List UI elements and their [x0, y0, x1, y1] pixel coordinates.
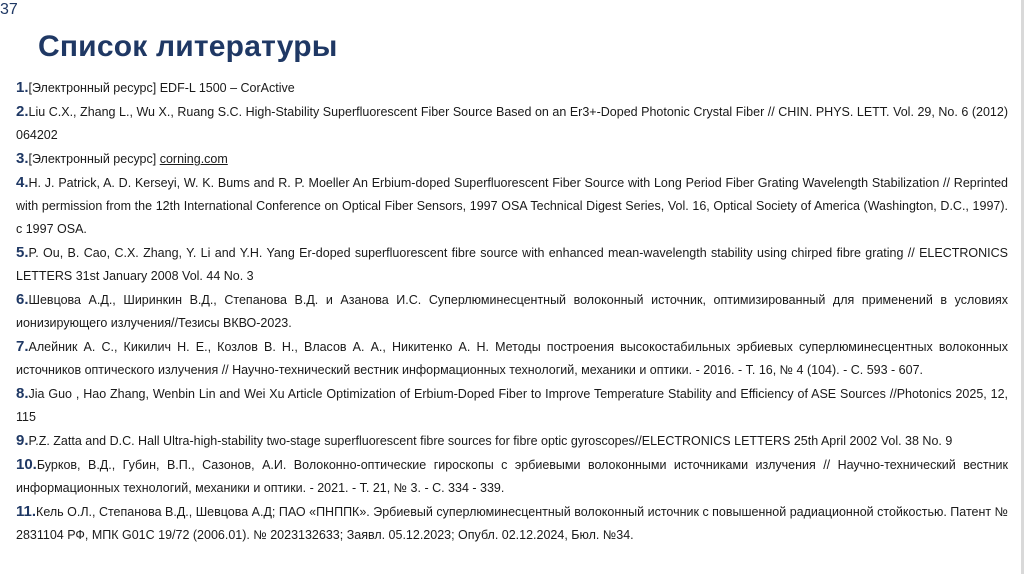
reference-text: [Электронный ресурс] — [28, 152, 160, 166]
slide-number: 37 — [0, 1, 18, 18]
reference-number: 1. — [16, 79, 29, 96]
reference-item-3 — [16, 147, 1008, 171]
reference-item-5 — [16, 241, 1008, 288]
reference-number: 9. — [16, 432, 29, 449]
reference-text: [Электронный ресурс] EDF-L 1500 – CorActive — [28, 81, 295, 95]
reference-item-8 — [16, 382, 1008, 429]
reference-list — [16, 76, 1008, 547]
reference-number: 10. — [16, 456, 37, 473]
page-title: Список литературы — [38, 30, 338, 63]
reference-number: 7. — [16, 338, 29, 355]
reference-text: Бурков, В.Д., Губин, В.П., Сазонов, А.И. Волоконно-оптические гироскопы с эрбиевыми волоконными источниками излучения // Научно-технический вестник информационных технологий, механики и оптики. - 2021. - Т. 21, № 3. - С. 334 - 339. — [16, 458, 1008, 495]
reference-text: Шевцова А.Д., Ширинкин В.Д., Степанова В.Д. и Азанова И.С. Суперлюминесцентный волоконный источник, оптимизированный для применений в условиях ионизирующего излучения//Тезисы ВКВО-2023. — [16, 293, 1008, 330]
reference-number: 11. — [16, 503, 37, 520]
reference-link[interactable]: corning.com — [159, 152, 228, 166]
reference-text: Кель О.Л., Степанова В.Д., Шевцова А.Д; ПАО «ПНППК». Эрбиевый суперлюминесцентный волоконный источник с повышенной радиационной стойкостью. Патент № 2831104 РФ, МПК G01C 19/72 (2006.01). № 2023132633; Заявл. 05.12.2023; Опубл. 02.12.2024, Бюл. №34. — [16, 505, 1008, 542]
reference-item-7 — [16, 335, 1008, 382]
reference-number: 5. — [16, 244, 29, 261]
reference-item-4 — [16, 171, 1008, 241]
reference-text: Jia Guo , Hao Zhang, Wenbin Lin and Wei Xu Article Optimization of Erbium-Doped Fiber to Improve Temperature Stability and Efficiency of ASE Sources //Photonics 2025, 12, 115 — [16, 387, 1008, 424]
reference-text: P. Ou, B. Cao, C.X. Zhang, Y. Li and Y.H. Yang Er-doped superfluorescent fibre source with enhanced mean-wavelength stability using chirped fibre grating // ELECTRONICS LETTERS 31st January 2008 Vol. 44 No. 3 — [16, 246, 1008, 283]
reference-number: 2. — [16, 103, 29, 120]
reference-text: Liu C.X., Zhang L., Wu X., Ruang S.C. High-Stability Superfluorescent Fiber Source Based on an Er3+-Doped Photonic Crystal Fiber // CHIN. PHYS. LETT. Vol. 29, No. 6 (2012) 064202 — [16, 105, 1008, 142]
reference-item-2 — [16, 100, 1008, 147]
reference-number: 6. — [16, 291, 29, 308]
reference-item-6 — [16, 288, 1008, 335]
reference-text: H. J. Patrick, A. D. Kerseyi, W. K. Bums and R. P. Moeller An Erbium-doped Superfluorescent Fiber Source with Long Period Fiber Grating Wavelength Stabilization // Reprinted with permission from the 12th International Conference on Optical Fiber Sensors, 1997 OSA Technical Digest Series, Vol. 16, Optical Society of America (Washington, D.C., 1997). c 1997 OSA. — [16, 176, 1008, 236]
reference-number: 3. — [16, 150, 29, 167]
reference-item-10 — [16, 453, 1008, 500]
reference-item-9 — [16, 429, 1008, 453]
reference-number: 8. — [16, 385, 29, 402]
reference-item-11 — [16, 500, 1008, 547]
reference-text: P.Z. Zatta and D.C. Hall Ultra-high-stability two-stage superfluorescent fibre sources for fibre optic gyroscopes//ELECTRONICS LETTERS 25th April 2002 Vol. 38 No. 9 — [28, 434, 953, 448]
reference-item-1 — [16, 76, 1008, 100]
reference-text: Алейник А. С., Кикилич Н. Е., Козлов В. Н., Власов А. А., Никитенко А. Н. Методы построения высокостабильных эрбиевых суперлюминесцентных волоконных источников оптического излучения // Научно-технический вестник информационных технологий, механики и оптики. - 2016. - Т. 16, № 4 (104). - С. 593 - 607. — [16, 340, 1008, 377]
reference-number: 4. — [16, 174, 29, 191]
